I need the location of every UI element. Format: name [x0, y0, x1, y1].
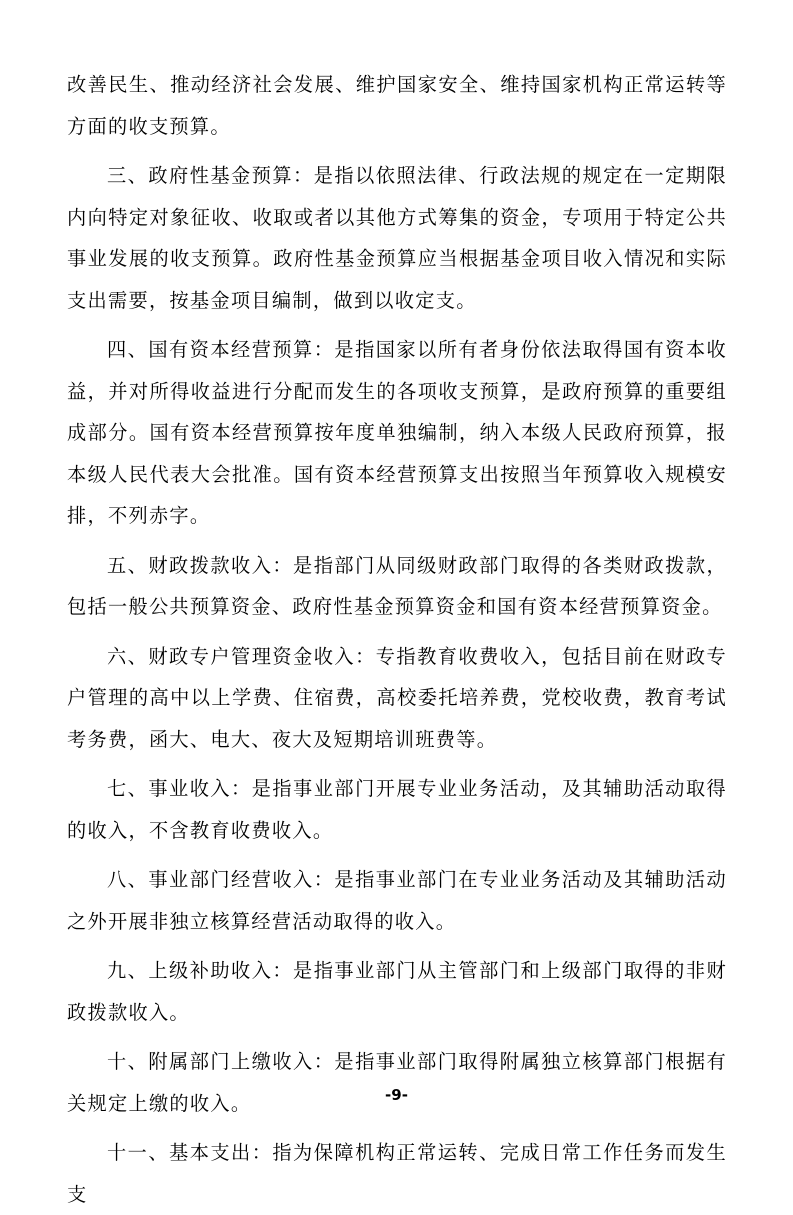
paragraph-government-fund-budget: 三、政府性基金预算：是指以依照法律、行政法规的规定在一定期限内向特定对象征收、收取或者以其他方式筹集的资金，专项用于特定公共事业发展的收支预算。政府性基金预算应当根据基金项目收入情况和实际支出需要，按基金项目编制，做到以收定支。: [67, 164, 727, 312]
paragraph-higher-level-subsidy: 九、上级补助收入：是指事业部门从主管部门和上级部门取得的非财政拨款收入。: [67, 959, 727, 1024]
paragraph-basic-expenditure: 十一、基本支出：指为保障机构正常运转、完成日常工作任务而发生支: [67, 1141, 727, 1206]
paragraph-fiscal-appropriation-income: 五、财政拨款收入：是指部门从同级财政部门取得的各类财政拨款，包括一般公共预算资金、政府性基金预算资金和国有资本经营预算资金。: [67, 553, 727, 618]
paragraph-state-capital-budget: 四、国有资本经营预算：是指国家以所有者身份依法取得国有资本收益，并对所得收益进行分配而发生的各项收支预算，是政府预算的重要组成部分。国有资本经营预算按年度单独编制，纳入本级人民政府预算，报本级人民代表大会批准。国有资本经营预算支出按照当年预算收入规模安排，不列赤字。: [67, 338, 727, 527]
paragraph-continuation: 改善民生、推动经济社会发展、维护国家安全、维持国家机构正常运转等方面的收支预算。: [67, 73, 727, 138]
document-body: [67, 64, 727, 1215]
paragraph-business-income: 七、事业收入：是指事业部门开展专业业务活动，及其辅助活动取得的收入，不含教育收费收入。: [67, 777, 727, 842]
paragraph-affiliate-remittance: 十、附属部门上缴收入：是指事业部门取得附属独立核算部门根据有关规定上缴的收入。: [67, 1050, 727, 1115]
paragraph-operating-income: 八、事业部门经营收入：是指事业部门在专业业务活动及其辅助活动之外开展非独立核算经营活动取得的收入。: [67, 868, 727, 933]
page-number: -9-: [385, 1086, 408, 1104]
paragraph-special-account-income: 六、财政专户管理资金收入：专指教育收费收入，包括目前在财政专户管理的高中以上学费、住宿费，高校委托培养费，党校收费，教育考试考务费，函大、电大、夜大及短期培训班费等。: [67, 644, 727, 751]
